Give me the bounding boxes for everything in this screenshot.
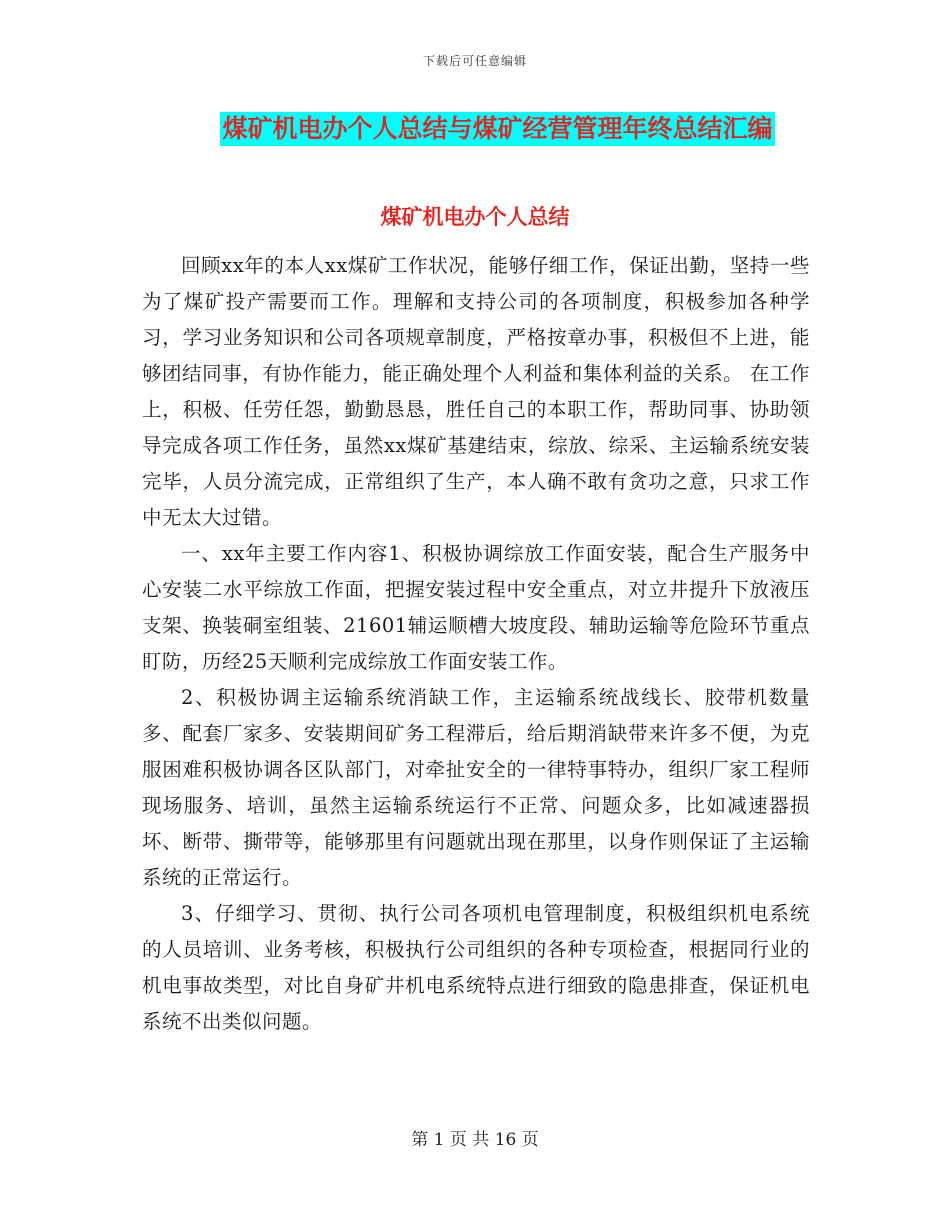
paragraph-2: 一、xx年主要工作内容1、积极协调综放工作面安装，配合生产服务中心安装二水平综放工作面，把握安装过程中安全重点，对立井提升下放液压支架、换装硐室组装、21601辅运顺槽大坡度段、辅助运输等危险环节重点盯防，历经25天顺利完成综放工作面安装工作。 (142, 542, 810, 673)
paragraph-1: 回顾xx年的本人xx煤矿工作状况，能够仔细工作，保证出勤，坚持一些为了煤矿投产需要而工作。理解和支持公司的各项制度，积极参加各种学习，学习业务知识和公司各项规章制度，严格按章办事，积极但不上进，能够团结同事，有协作能力，能正确处理个人利益和集体利益的关系。 在工作上，积极、任劳任怨，勤勤恳恳，胜任自己的本职工作，帮助同事、协助领导完成各项工作任务，虽然xx煤矿基建结束，综放、综采、主运输系统安装完毕，人员分流完成，正常组织了生产，本人确不敢有贪功之意，只求工作中无太大过错。 (142, 254, 810, 529)
main-title-container (0, 112, 950, 146)
document-body (142, 248, 810, 1040)
paragraph-4: 3、仔细学习、贯彻、执行公司各项机电管理制度，积极组织机电系统的人员培训、业务考核，积极执行公司组织的各种专项检查，根据同行业的机电事故类型，对比自身矿井机电系统特点进行细致的隐患排查，保证机电系统不出类似问题。 (142, 902, 810, 1033)
section-title: 煤矿机电办个人总结 (380, 205, 570, 229)
page-footer: 第 1 页 共 16 页 (411, 1130, 539, 1150)
paragraph-3: 2、积极协调主运输系统消缺工作，主运输系统战线长、胶带机数量多、配套厂家多、安装期间矿务工程滞后，给后期消缺带来许多不便，为克服困难积极协调各区队部门，对牵扯安全的一律特事特办，组织厂家工程师现场服务、培训，虽然主运输系统运行不正常、问题众多，比如减速器损坏、断带、撕带等，能够那里有问题就出现在那里，以身作则保证了主运输系统的正常运行。 (142, 686, 810, 889)
page-header-note: 下载后可任意编辑 (422, 54, 527, 68)
document-title: 煤矿机电办个人总结与煤矿经营管理年终总结汇编 (220, 112, 774, 146)
